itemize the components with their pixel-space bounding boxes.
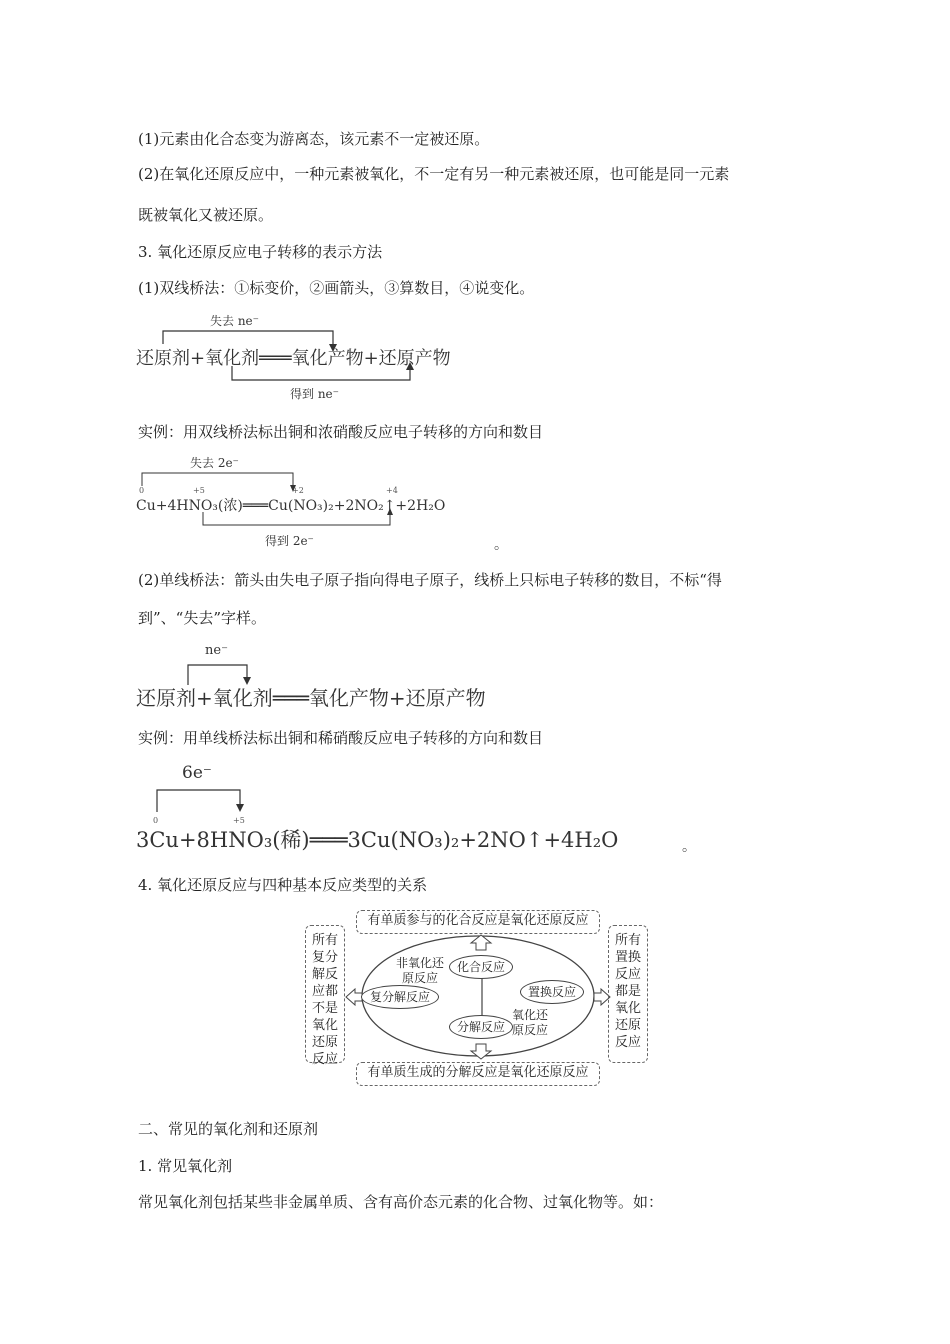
ex2-label: 6e⁻ — [182, 763, 212, 783]
example-2-desc: 实例：用单线桥法标出铜和稀硝酸反应电子转移的方向和数目 — [138, 729, 544, 747]
ex2-ox-cu: 0 — [153, 816, 159, 825]
single-bridge-equation: 还原剂+氧化剂═══氧化产物+还原产物 — [136, 686, 486, 710]
gain-label: 得到 ne⁻ — [290, 387, 339, 401]
common-oxidants-heading: 1. 常见氧化剂 — [138, 1157, 233, 1175]
decomposition-oval: 分解反应 — [449, 1015, 513, 1039]
lose-label: 失去 ne⁻ — [210, 314, 259, 328]
para-2b: 既被氧化又被还原。 — [138, 206, 274, 224]
ox-state-cu: 0 — [139, 486, 145, 495]
single-bridge-label: ne⁻ — [205, 643, 228, 658]
example-1-equation: Cu+4HNO₃(浓)═══Cu(NO₃)₂+2NO₂↑+2H₂O — [136, 498, 446, 514]
ex2-ox-n: +5 — [233, 816, 245, 825]
ox-state-n2: +4 — [386, 486, 398, 495]
double-bridge-desc: (1)双线桥法：①标变价，②画箭头，③算数目，④说变化。 — [138, 279, 535, 297]
double-decomposition-oval: 复分解反应 — [361, 985, 439, 1009]
ex1-lose-label: 失去 2e⁻ — [190, 456, 239, 470]
single-bridge-desc-a: (2)单线桥法：箭头由失电子原子指向得电子原子，线桥上只标电子转移的数目，不标“得 — [138, 571, 722, 589]
redox-label: 氧化还原反应 — [511, 1008, 548, 1037]
diagram-bottom-box: 有单质生成的分解反应是氧化还原反应 — [356, 1062, 600, 1086]
non-redox-label: 非氧化还原反应 — [395, 956, 444, 985]
common-oxidants-desc: 常见氧化剂包括某些非金属单质、含有高价态元素的化合物、过氧化物等。如： — [138, 1193, 664, 1211]
displacement-oval: 置换反应 — [520, 980, 584, 1004]
combination-oval: 化合反应 — [449, 955, 513, 979]
example-2-equation: 3Cu+8HNO₃(稀)═══3Cu(NO₃)₂+2NO↑+4H₂O — [136, 828, 619, 852]
para-2a: (2)在氧化还原反应中，一种元素被氧化，不一定有另一种元素被还原，也可能是同一元素 — [138, 165, 730, 183]
heading-4: 4. 氧化还原反应与四种基本反应类型的关系 — [138, 876, 428, 894]
section-2-heading: 二、常见的氧化剂和还原剂 — [138, 1120, 319, 1138]
ox-state-n: +5 — [193, 486, 205, 495]
para-1: (1)元素由化合态变为游离态，该元素不一定被还原。 — [138, 130, 490, 148]
ex1-period: 。 — [494, 537, 508, 553]
diagram-left-box — [305, 925, 345, 1067]
ex2-period: 。 — [682, 839, 696, 855]
single-bridge-desc-b: 到”、“失去”字样。 — [138, 609, 267, 627]
double-bridge-equation: 还原剂+氧化剂═══氧化产物+还原产物 — [136, 348, 451, 369]
diagram-top-box: 有单质参与的化合反应是氧化还原反应 — [356, 910, 600, 934]
example-1-desc: 实例：用双线桥法标出铜和浓硝酸反应电子转移的方向和数目 — [138, 423, 544, 441]
heading-3: 3. 氧化还原反应电子转移的表示方法 — [138, 243, 383, 261]
diagram-right-box — [608, 925, 648, 1063]
ex1-gain-label: 得到 2e⁻ — [265, 534, 314, 548]
diagram-left-text: 所有复分解反应都不是氧化还原反应 — [311, 933, 338, 1067]
diagram-right-text: 所有置换反应都是氧化还原反应 — [614, 933, 641, 1050]
ox-state-cu2: +2 — [292, 486, 304, 495]
